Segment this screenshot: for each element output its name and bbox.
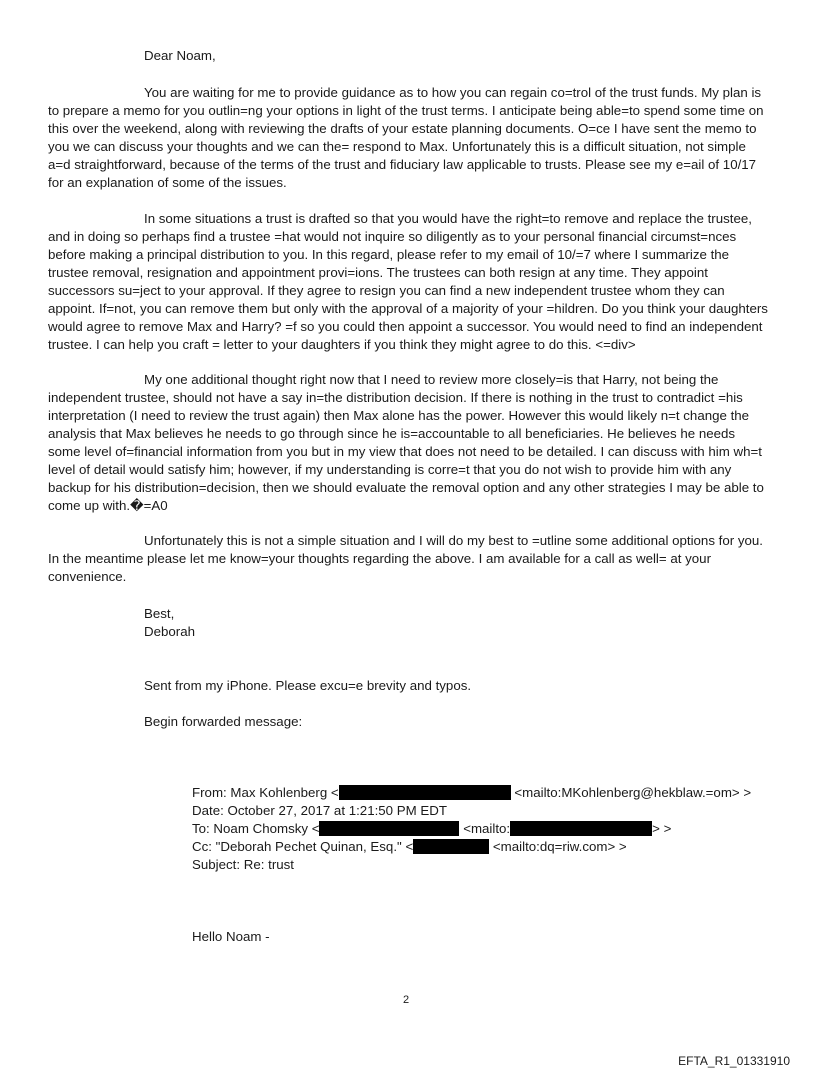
to-label: To: Noam Chomsky <	[192, 821, 320, 836]
body-paragraph-3	[48, 371, 770, 515]
from-mailto: <mailto:MKohlenberg@hekblaw.=om> >	[514, 785, 752, 800]
to-mailto: <mailto:	[463, 821, 511, 836]
cc-label: Cc: "Deborah Pechet Quinan, Esq." <	[192, 839, 414, 854]
closing: Best,	[144, 606, 175, 621]
body-paragraph-2	[48, 210, 770, 354]
to-end: > >	[652, 821, 672, 836]
forward-label: Begin forwarded message:	[144, 714, 303, 729]
header-to	[192, 820, 671, 838]
paragraph-text: You are waiting for me to provide guidance as to how you can regain co=trol of the trust funds. My plan is to prepare a memo for you outlin=ng your options in light of the trust terms. I anticipate being able=to spend some time on this over the weekend, along with reviewing the drafts of your estate planning documents. O=ce I have sent the memo to you we can discuss your thoughts and we can the= respond to Max. Unfortunately this is a difficult situation, not simple a=d straightforward, because of the terms of the trust and fiduciary law applicable to trusts. Please see my e=ail of 10/17 for an explanation of some of the issues.	[48, 85, 764, 190]
greeting: Hello Noam -	[192, 929, 270, 944]
header-cc	[192, 838, 627, 856]
salutation: Dear Noam,	[144, 48, 216, 63]
page-number: 2	[403, 994, 410, 1006]
signature: Deborah	[144, 624, 196, 639]
body-paragraph-4	[48, 532, 770, 586]
header-date: Date: October 27, 2017 at 1:21:50 PM EDT	[192, 803, 447, 818]
header-from	[192, 784, 751, 802]
paragraph-text: Unfortunately this is not a simple situation and I will do my best to =utline some additional options for you. In the meantime please let me know=your thoughts regarding the above. I am available for a call as well= at your convenience.	[48, 533, 764, 584]
paragraph-text: My one additional thought right now that I need to review more closely=is that Harry, not being the independent trustee, should not have a say in=the distribution decision. If there is nothing in the trust to contradict =his interpretation (I need to review the trust again) then Max alone has the power. However this would likely n=t change the analysis that Max believes he needs to go through since he is=accountable to all beneficiaries. He believes he needs some level of=financial information from you but in my view that does not need to be detailed. I can discuss with him wh=t level of detail would satisfy him; however, if my understanding is corre=t that you do not wish to provide him with any backup for his distribution=decision, then we should evaluate the removal option and any other strategies I may be able to come up with.�=A0	[48, 372, 764, 513]
redaction-block	[413, 839, 489, 854]
from-label: From: Max Kohlenberg <	[192, 785, 339, 800]
header-subject: Subject: Re: trust	[192, 857, 294, 872]
document-id: EFTA_R1_01331910	[678, 1054, 790, 1068]
cc-mailto: <mailto:dq=riw.com> >	[492, 839, 627, 854]
body-paragraph-1	[48, 84, 770, 192]
redaction-block	[319, 821, 459, 836]
redaction-block	[339, 785, 511, 800]
redaction-block	[510, 821, 652, 836]
paragraph-text: In some situations a trust is drafted so that you would have the right=to remove and replace the trustee, and in doing so perhaps find a trustee =hat would not inquire so diligently as to your personal financial circumst=nces before making a principal distribution to you. In this regard, please refer to my email of 10/=7 where I summarize the trustee removal, resignation and appointment provi=ions. The trustees can both resign at any time. They appoint successors su=ject to your approval. If they agree to resign you can find a new independent trustee whom they can appoint. If=not, you can remove them but only with the approval of a majority of your =hildren. Do you think your daughters would agree to remove Max and Harry? =f so you could then appoint a successor. You would need to find an independent trustee. I can help you craft = letter to your daughters if you think they might agree to do this. <=div>	[48, 211, 768, 352]
sent-from-line: Sent from my iPhone. Please excu=e brevity and typos.	[144, 678, 472, 693]
